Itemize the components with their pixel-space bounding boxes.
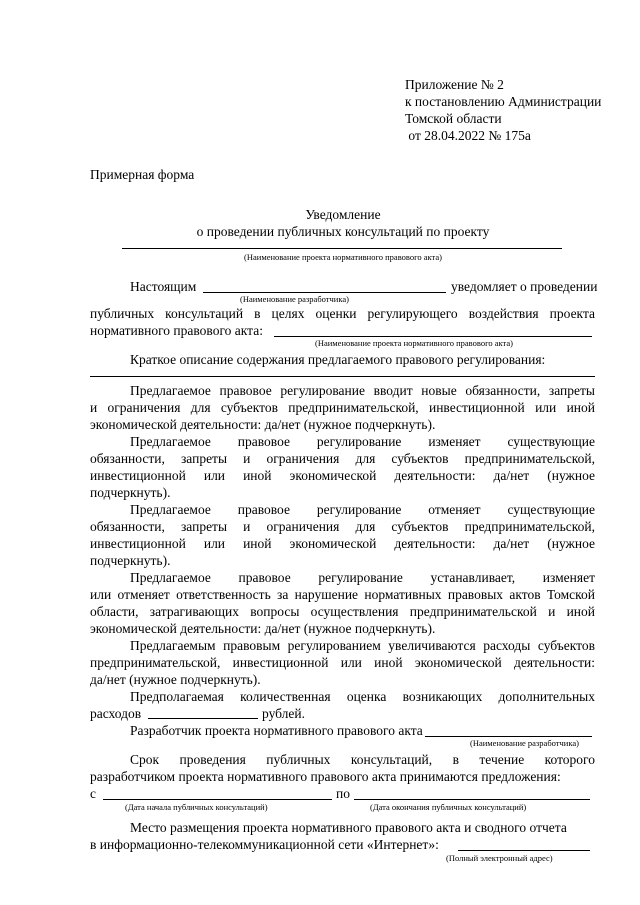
p6-rubles: рублей.	[262, 706, 306, 721]
p3-line3: инвестиционной или иной экономической деятельности: да/нет (нужное	[90, 536, 595, 551]
developer-label: Разработчик проекта нормативного правового акта	[130, 723, 423, 738]
term-end-caption: (Дата окончания публичных консультаций)	[370, 802, 527, 812]
term-start-line[interactable]	[103, 799, 332, 800]
summary-line[interactable]	[90, 376, 595, 377]
p3-line1: Предлагаемое правовое регулирование отменяет существующие	[130, 502, 595, 517]
act-name-line[interactable]	[122, 248, 562, 249]
p4-line1: Предлагаемое правовое регулирование устанавливает, изменяет	[130, 570, 595, 585]
p4-line3: области, затрагивающих вопросы осуществления предпринимательской и иной	[90, 604, 595, 619]
p2-line3: инвестиционной или иной экономической деятельности: да/нет (нужное	[90, 468, 595, 483]
term-to-label: по	[336, 786, 350, 801]
p1-line1: Предлагаемое правовое регулирование вводит новые обязанности, запреты	[130, 383, 595, 398]
intro-line2: публичных консультаций в целях оценки регулирующего воздействия проекта	[90, 306, 595, 321]
developer-field-line[interactable]	[425, 736, 592, 737]
term-from-label: с	[90, 786, 96, 801]
act-name-caption-2: (Наименование проекта нормативного правового акта)	[315, 338, 513, 348]
placement-line2: в информационно-телекоммуникационной сети «Интернет»:	[90, 837, 439, 852]
p6-line1: Предполагаемая количественная оценка возникающих дополнительных	[130, 689, 595, 704]
doc-title: Уведомление	[305, 207, 381, 222]
term-line1: Срок проведения публичных консультаций, в течение которого	[130, 752, 595, 767]
p3-line4: подчеркнуть).	[90, 553, 171, 568]
term-end-line[interactable]	[354, 799, 590, 800]
p5-line2: предпринимательской, инвестиционной или иной экономической деятельности:	[90, 655, 595, 670]
p6-expenses-label: расходов	[90, 706, 142, 721]
p4-line4: экономической деятельности: да/нет (нужное подчеркнуть).	[90, 621, 436, 636]
p5-line3: да/нет (нужное подчеркнуть).	[90, 672, 261, 687]
act-name-line-2[interactable]	[274, 336, 592, 337]
appendix-resolution: к постановлению Администрации	[405, 94, 602, 109]
appendix-number: Приложение № 2	[405, 77, 504, 92]
intro-line3: нормативного правового акта:	[90, 323, 263, 338]
p1-line3: экономической деятельности: да/нет (нужное подчеркнуть).	[90, 417, 436, 432]
p2-line1: Предлагаемое правовое регулирование изменяет существующие	[130, 434, 595, 449]
p3-line2: обязанности, запреты и ограничения для субъектов предпринимательской,	[90, 519, 595, 534]
appendix-region: Томской области	[405, 111, 502, 126]
placement-caption: (Полный электронный адрес)	[446, 853, 553, 863]
placement-line1: Место размещения проекта нормативного правового акта и сводного отчета	[130, 820, 567, 835]
form-label: Примерная форма	[90, 167, 195, 182]
placement-address-line[interactable]	[458, 850, 590, 851]
intro-nastoyashchim: Настоящим	[130, 279, 197, 294]
expenses-amount-line[interactable]	[148, 718, 258, 719]
p5-line1: Предлагаемым правовым регулированием увеличиваются расходы субъектов	[130, 638, 595, 653]
developer-field-caption: (Наименование разработчика)	[470, 738, 579, 748]
term-start-caption: (Дата начала публичных консультаций)	[125, 802, 268, 812]
intro-notifies: уведомляет о проведении	[451, 279, 598, 294]
act-name-caption: (Наименование проекта нормативного правового акта)	[244, 252, 442, 262]
summary-heading: Краткое описание содержания предлагаемого правового регулирования:	[130, 352, 546, 367]
p2-line4: подчеркнуть).	[90, 485, 171, 500]
appendix-date: от 28.04.2022 № 175а	[405, 128, 531, 143]
p1-line2: и ограничения для субъектов предпринимательской, инвестиционной или иной	[90, 400, 595, 415]
developer-name-line[interactable]	[203, 292, 446, 293]
p2-line2: обязанности, запреты и ограничения для субъектов предпринимательской,	[90, 451, 595, 466]
developer-caption: (Наименование разработчика)	[240, 294, 349, 304]
term-line2: разработчиком проекта нормативного правового акта принимаются предложения:	[90, 769, 561, 784]
p4-line2: или отменяет ответственность за нарушение нормативных правовых актов Томской	[90, 587, 595, 602]
doc-subtitle: о проведении публичных консультаций по проекту	[196, 224, 490, 239]
